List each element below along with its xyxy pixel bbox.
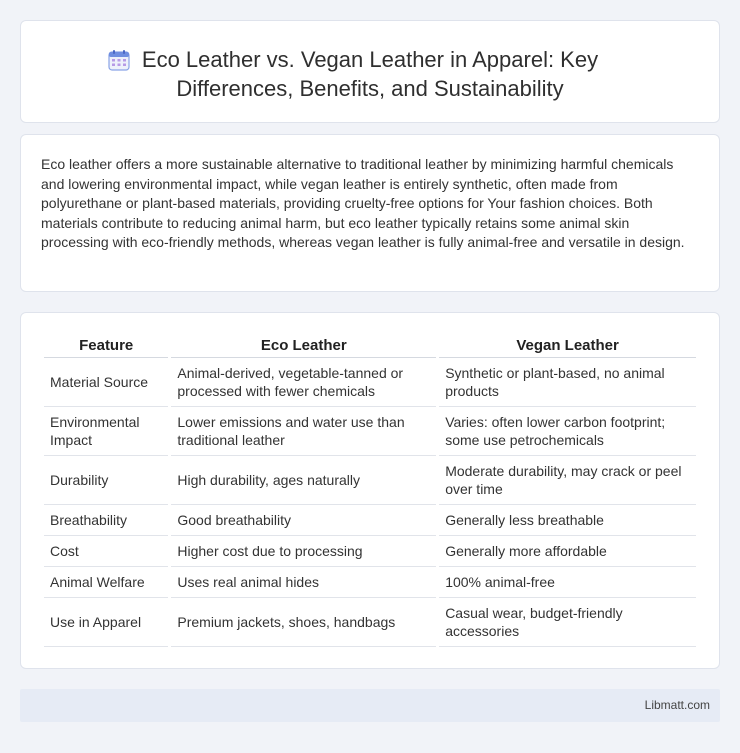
header-vegan-leather: Vegan Leather: [439, 334, 696, 358]
feature-cell: Material Source: [44, 358, 168, 407]
vegan-leather-cell: 100% animal-free: [439, 567, 696, 598]
vegan-leather-cell: Varies: often lower carbon footprint; some use petrochemicals: [439, 407, 696, 456]
comparison-table: [41, 334, 699, 647]
feature-cell: Environmental Impact: [44, 407, 168, 456]
page-title: Eco Leather vs. Vegan Leather in Apparel: Key Differences, Benefits, and Sustainability: [141, 47, 599, 101]
header-feature: Feature: [44, 334, 168, 358]
table-header-row: [44, 334, 696, 358]
feature-cell: Durability: [44, 456, 168, 505]
summary-card: [20, 134, 720, 292]
vegan-leather-cell: Synthetic or plant-based, no animal products: [439, 358, 696, 407]
eco-leather-cell: Uses real animal hides: [171, 567, 436, 598]
table-row: [44, 407, 696, 456]
eco-leather-cell: Animal-derived, vegetable-tanned or processed with fewer chemicals: [171, 358, 436, 407]
table-row: [44, 358, 696, 407]
table-row: [44, 536, 696, 567]
header-eco-leather: Eco Leather: [171, 334, 436, 358]
vegan-leather-cell: Moderate durability, may crack or peel over time: [439, 456, 696, 505]
feature-cell: Use in Apparel: [44, 598, 168, 647]
eco-leather-cell: Lower emissions and water use than traditional leather: [171, 407, 436, 456]
eco-leather-cell: Higher cost due to processing: [171, 536, 436, 567]
title-card: [20, 20, 720, 123]
table-row: [44, 567, 696, 598]
vegan-leather-cell: Generally less breathable: [439, 505, 696, 536]
table-row: [44, 598, 696, 647]
table-row: [44, 505, 696, 536]
feature-cell: Cost: [44, 536, 168, 567]
eco-leather-cell: Good breathability: [171, 505, 436, 536]
summary-text: Eco leather offers a more sustainable alternative to traditional leather by minimizing harmful chemicals and lowering environmental impact, while vegan leather is entirely synthetic, often made from polyurethane or plant-based materials, providing cruelty-free options for Your fashion choices. Both materials contribute to reducing animal harm, but eco leather typically retains some animal skin processing with eco-friendly methods, whereas vegan leather is fully animal-free and versatile in design.: [41, 156, 685, 250]
footer: [20, 689, 720, 722]
eco-leather-cell: Premium jackets, shoes, handbags: [171, 598, 436, 647]
vegan-leather-cell: Casual wear, budget-friendly accessories: [439, 598, 696, 647]
comparison-table-card: [20, 312, 720, 669]
vegan-leather-cell: Generally more affordable: [439, 536, 696, 567]
feature-cell: Breathability: [44, 505, 168, 536]
table-row: [44, 456, 696, 505]
eco-leather-cell: High durability, ages naturally: [171, 456, 436, 505]
footer-brand-link[interactable]: Libmatt.com: [644, 698, 710, 712]
feature-cell: Animal Welfare: [44, 567, 168, 598]
